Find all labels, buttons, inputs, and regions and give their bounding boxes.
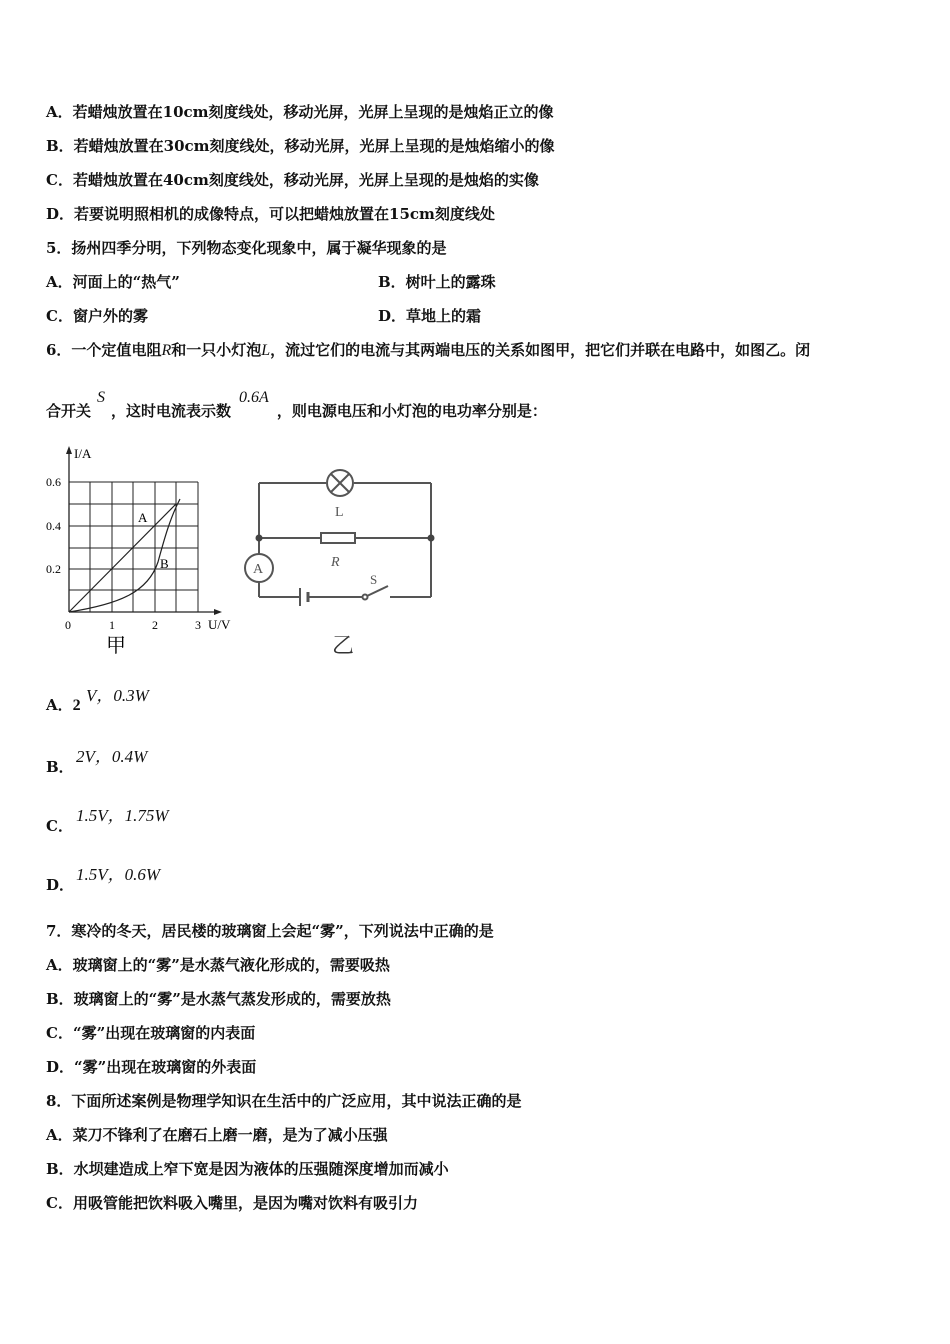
q8-stem: 8．下面所述案例是物理学知识在生活中的广泛应用，其中说法正确的是 (46, 1092, 522, 1110)
q6-option-a-letter: A． (46, 696, 73, 714)
q7-option-a: A．玻璃窗上的“雾”是水蒸气液化形成的，需要吸热 (46, 956, 390, 974)
graph-xtick-3: 3 (195, 618, 201, 632)
q6-symbol-s: S (97, 389, 106, 406)
q7-option-c: C．“雾”出现在玻璃窗的内表面 (46, 1024, 256, 1042)
q6-stem-part2: 和一只小灯泡 (171, 341, 262, 359)
graph-xtick-0: 0 (65, 618, 71, 632)
q7-option-b: B．玻璃窗上的“雾”是水蒸气蒸发形成的，需要放热 (46, 990, 391, 1008)
q6-option-c-value: 1.5V，1.75W (76, 806, 169, 825)
q6-stem2-part1: 合开关 (46, 402, 92, 420)
q6-option-d-value: 1.5V，0.6W (76, 865, 161, 884)
ammeter-label: A (253, 562, 264, 577)
graph-ytick-0.6: 0.6 (46, 475, 61, 489)
q5-stem: 5．扬州四季分明，下列物态变化现象中，属于凝华现象的是 (46, 239, 447, 257)
battery-icon (300, 588, 308, 606)
curve-b-label: B (160, 556, 169, 571)
q5-option-d: D．草地上的霜 (378, 307, 482, 325)
q8-option-a: A．菜刀不锋利了在磨石上磨一磨，是为了减小压强 (46, 1126, 388, 1144)
q8-option-c: C．用吸管能把饮料吸入嘴里，是因为嘴对饮料有吸引力 (46, 1194, 418, 1212)
graph-ytick-0.4: 0.4 (46, 519, 61, 533)
q6-figures (40, 444, 440, 668)
resistor-label: R (331, 555, 340, 570)
junction-left (256, 535, 263, 542)
q6-option-b-value: 2V，0.4W (76, 747, 148, 766)
switch-icon (363, 586, 389, 600)
graph-xtick-2: 2 (152, 618, 158, 632)
q4-option-a: A．若蜡烛放置在10cm刻度线处，移动光屏，光屏上呈现的是烛焰正立的像 (46, 103, 554, 121)
q6-option-a-pre: 2 (72, 697, 81, 714)
q5-option-c: C．窗户外的雾 (46, 307, 148, 325)
q6-option-a (46, 694, 81, 715)
q8-option-b: B．水坝建造成上窄下宽是因为液体的压强随深度增加而减小 (46, 1160, 449, 1178)
q6-stem-part3: ，流过它们的电流与其两端电压的关系如图甲，把它们并联在电路中，如图乙。闭 (270, 341, 811, 359)
x-axis-arrow-icon (214, 609, 222, 615)
figure-svg (40, 444, 440, 664)
q6-stem-line2 (46, 389, 547, 421)
q6-symbol-l: L (261, 342, 271, 359)
q6-option-d-letter: D． (46, 876, 75, 894)
q6-current-value: 0.6A (239, 389, 269, 406)
graph-jia (46, 446, 231, 657)
q4-option-b: B．若蜡烛放置在30cm刻度线处，移动光屏，光屏上呈现的是烛焰缩小的像 (46, 137, 555, 155)
q4-option-c: C．若蜡烛放置在40cm刻度线处，移动光屏，光屏上呈现的是烛焰的实像 (46, 171, 539, 189)
lamp-icon (327, 470, 353, 496)
q5-option-b: B．树叶上的露珠 (378, 273, 496, 291)
q6-stem2-part3: ，则电源电压和小灯泡的电功率分别是： (276, 402, 547, 420)
junction-right (428, 535, 435, 542)
q7-option-d: D．“雾”出现在玻璃窗的外表面 (46, 1058, 257, 1076)
graph-ytick-0.2: 0.2 (46, 562, 61, 576)
curve-a-label: A (138, 510, 148, 525)
q5-option-a: A．河面上的“热气” (46, 273, 180, 291)
q6-symbol-r: R (161, 342, 172, 359)
switch-label: S (370, 572, 378, 587)
y-axis-arrow-icon (66, 446, 72, 454)
q6-stem2-part2: ，这时电流表示数 (111, 402, 232, 420)
q6-stem-part1: 6．一个定值电阻 (46, 341, 162, 359)
circuit-caption: 乙 (332, 633, 355, 658)
resistor-icon (321, 533, 355, 543)
graph-xtick-1: 1 (109, 618, 115, 632)
q7-stem: 7．寒冷的冬天，居民楼的玻璃窗上会起“雾”，下列说法中正确的是 (46, 922, 494, 940)
q6-option-a-value: V，0.3W (86, 686, 149, 705)
graph-ylabel: I/A (74, 446, 92, 461)
lamp-label: L (335, 505, 344, 520)
q4-option-d: D．若要说明照相机的成像特点，可以把蜡烛放置在15cm刻度线处 (46, 205, 495, 223)
q6-option-c-letter: C． (46, 817, 73, 835)
graph-caption: 甲 (106, 635, 126, 657)
q6-stem-line1 (46, 339, 810, 360)
graph-xlabel: U/V (208, 617, 231, 632)
q6-option-b-letter: B． (46, 758, 74, 776)
